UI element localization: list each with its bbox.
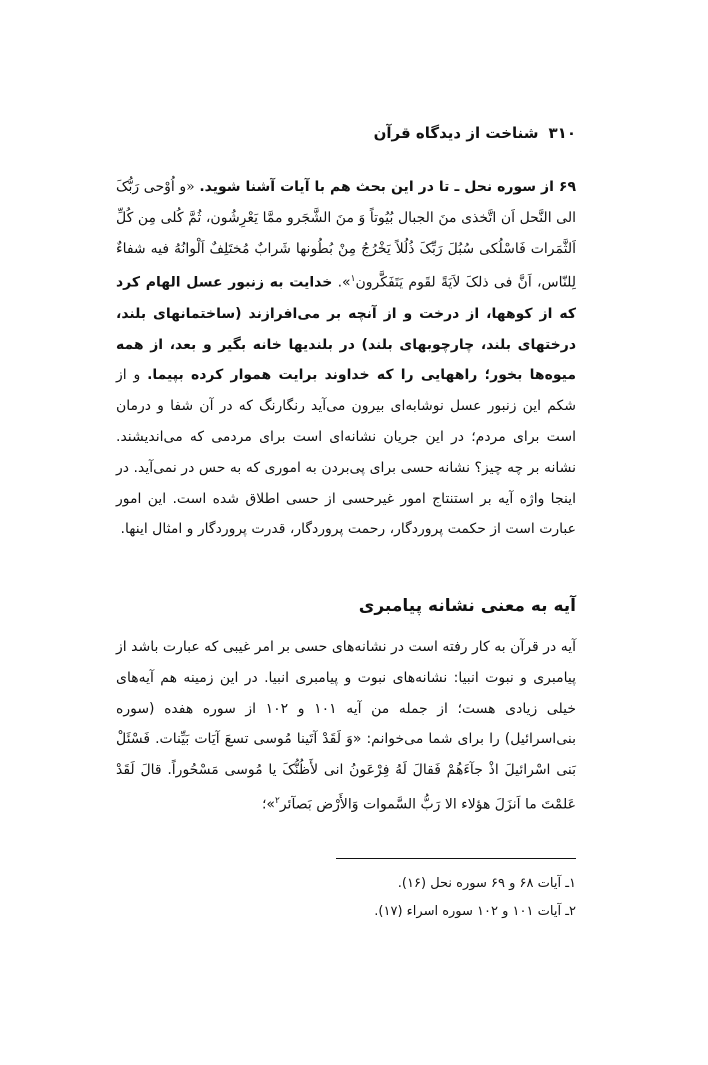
verse-close: ». — [337, 275, 351, 292]
section-paragraph — [116, 632, 576, 820]
footnote-divider — [336, 858, 576, 859]
footnote-item: ۱ـ آیات ۶۸ و ۶۹ سوره نحل (۱۶). — [397, 876, 576, 891]
footnotes-list — [116, 870, 576, 926]
isra-verse: «وَ لَقَدْ آتَینا مُوسی تسعَ آیَات بَیِّنات. فَسْئَلْ بَنی اسْرائیلَ اذْ جآءَهُمْ فَقالَ لَهُ فِرْعَونُ انی لأَظُنُّکَ یا مُوسی مَسْحُوراً. قالَ لَقَدْ عَلمْتَ ما اَنزَلَ هؤلاء الا رَبُّ السَّموات وَالأَرْض بَصآئر — [116, 731, 576, 813]
intro-bold-lead: ۶۹ از سوره نحل ـ تا در این بحث هم با آیات آشنا شوید. — [199, 179, 577, 195]
page-number: ۳۱۰ — [548, 124, 576, 142]
nahl-verse: «و اُوْحی رَبُّکَ الی النَّحل اَن اتَّخذی منَ الجبال بُیُوتاً وَ منَ الشَّجَرو ممَّا یَعْرِشُون، ثُمَّ کُلی مِن کُلِّ اَلثَّمَرات فَاسْلُکی سُبُلَ رَبِّکَ ذُلُلاً یَخْرُجُ مِنْ بُطُونها شَرابٌ مُختَلِفٌ اَلْوانُهُ فیه شفاءٌ لِلنّاس، اَنَّ فی ذلکَ لاَیَةً لقَوم یَتَفَکَّرون — [116, 179, 576, 292]
page-header — [374, 124, 576, 142]
footnote-item: ۲ـ آیات ۱۰۱ و ۱۰۲ سوره اسراء (۱۷). — [374, 904, 576, 919]
translation-bold: خدایت به زنبور عسل الهام کرد که از کوهها، از درخت و از آنچه بر می‌افرازند (ساختمانهای بلند، درختهای بلند، چارچوبهای بلند) در بلندیها خانه بگیر و بعد، از همه میوه‌ها بخور؛ راههایی را که خداوند برایت هموار کرده بپیما. — [116, 275, 576, 384]
section-text: آیه در قرآن به کار رفته است در نشانه‌های حسی بر امر غیبی که عبارت باشد از پیامبری و نبوت انبیا: نشانه‌های نبوت و پیامبری انبیا. در این زمینه هم آیه‌های خیلی زیادی هست؛ از جمله من آیه ۱۰۱ و ۱۰۲ از سوره هفده (سوره بنی‌اسرائیل) را برای شما می‌خوانم: — [116, 639, 576, 748]
running-title: شناخت از دیدگاه قرآن — [373, 124, 539, 142]
quote-close: »؛ — [261, 796, 275, 813]
footnote-ref-1: ۱ — [350, 274, 356, 285]
translation-text: و از شکم این زنبور عسل نوشابه‌ای بیرون می‌آید رنگارنگ که در آن شفا و درمان است برای مردم؛ در این جریان نشانه‌ای است برای مردمی که می‌اندیشند. نشانه بر چه چیز؟ نشانه حسی برای پی‌بردن به اموری که به حس در نمی‌آید. در اینجا واژه آیه بر استنتاج امور غیرحسی از حسی اطلاق شده است. این امور عبارت است از حکمت پروردگار، رحمت پروردگار، قدرت پروردگار و امثال اینها. — [116, 367, 576, 538]
intro-paragraph — [116, 172, 576, 545]
footnote-ref-2: ۲ — [274, 795, 280, 806]
section-heading: آیه به معنی نشانه پیامبری — [358, 596, 576, 616]
